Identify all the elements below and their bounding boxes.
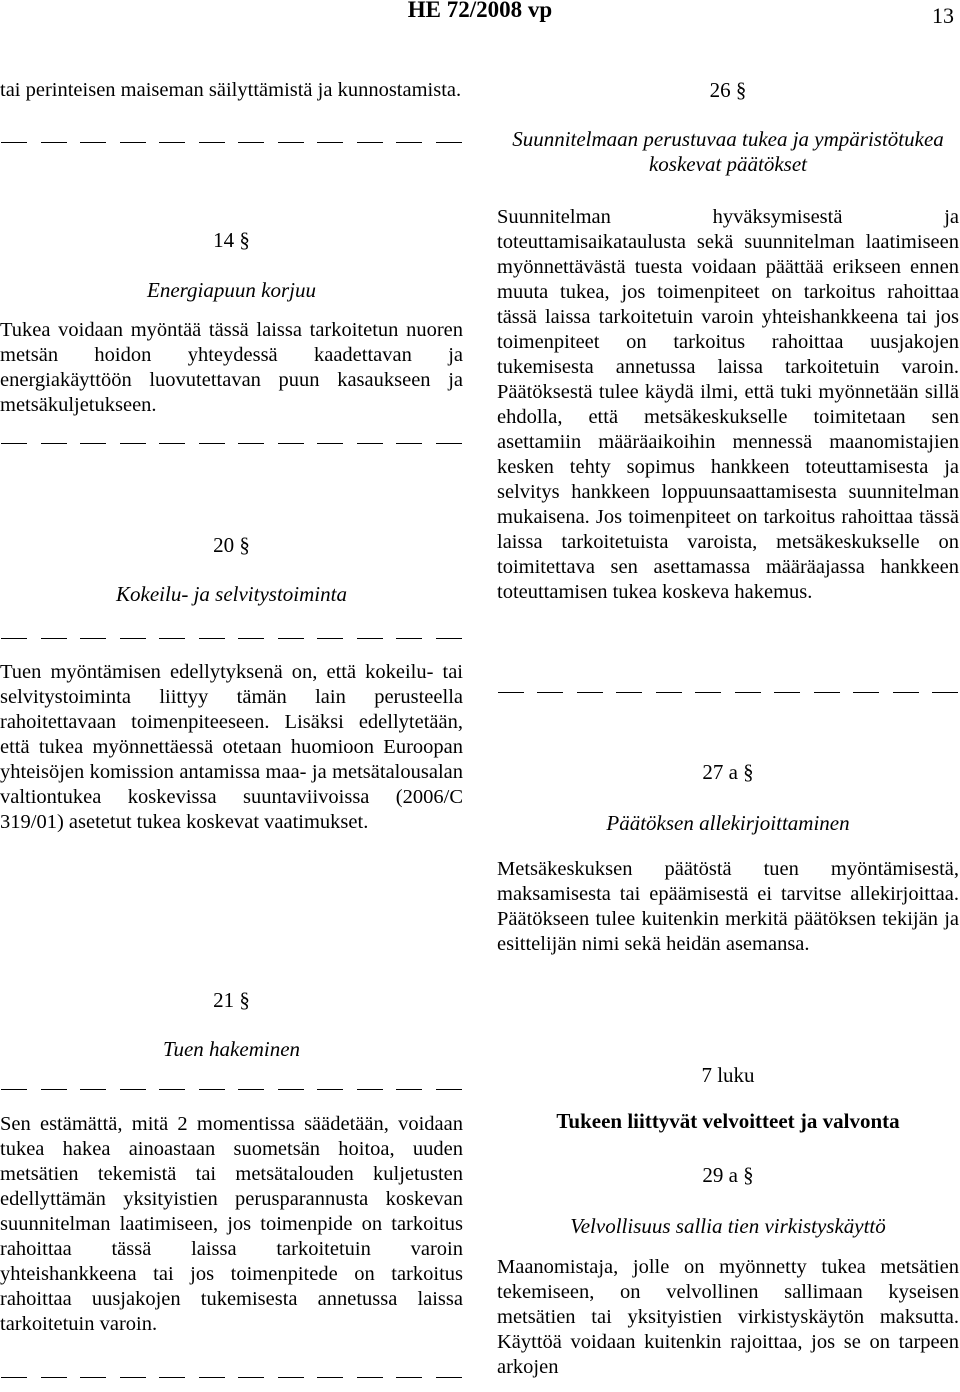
section-29a-number: 29 a § <box>702 1163 754 1187</box>
omission-dashes <box>0 140 463 144</box>
section-27a-text: Metsäkeskuksen päätöstä tuen myöntämisestä, maksamisesta tai epäämisestä ei tarvitse allekirjoittaa. Päätökseen tulee kuitenkin merkitä päätöksen tekijän ja esittelijän nimi sekä heidän asemansa. <box>497 858 959 955</box>
omission-dashes <box>0 1375 463 1379</box>
section-14-number: 14 § <box>213 228 250 252</box>
omission-dashes <box>0 636 463 640</box>
section-27a-number: 27 a § <box>702 760 754 784</box>
section-29a <box>497 1163 959 1380</box>
section-26-heading: Suunnitelmaan perustuvaa tukea ja ympäristötukea koskevat päätökset <box>512 127 944 176</box>
document-header-title: HE 72/2008 vp <box>407 0 553 22</box>
section-20 <box>0 533 463 607</box>
chapter-7 <box>497 1063 959 1134</box>
omission-dashes <box>0 1087 463 1091</box>
intro-paragraph: tai perinteisen maiseman säilyttämistä ja kunnostamista. <box>0 79 462 101</box>
section-27a <box>497 760 959 957</box>
section-21-body <box>0 1112 463 1337</box>
section-20-text: Tuen myöntämisen edellytyksenä on, että kokeilu- tai selvitystoiminta liittyy tämän lain perusteella rahoitettavaan toimenpiteeseen. Lisäksi edellytetään, että tukea myönnettäessä otetaan huomioon Euroopan yhteisöjen komission antamissa maa- ja metsätalousalan valtiontukea koskevissa suuntaviivoissa (2006/C 319/01) asetetut tukea koskevat vaatimukset. <box>0 661 463 833</box>
section-26 <box>497 78 959 605</box>
section-29a-heading: Velvollisuus sallia tien virkistyskäyttö <box>570 1214 886 1238</box>
section-26-number: 26 § <box>709 78 747 102</box>
section-20-body <box>0 660 463 835</box>
section-27a-heading: Päätöksen allekirjoittaminen <box>606 811 850 835</box>
page-number: 13 <box>932 3 954 28</box>
omission-dashes <box>497 690 959 694</box>
section-14-heading: Energiapuun korjuu <box>147 278 316 302</box>
section-21-text: Sen estämättä, mitä 2 momentissa säädetään, voidaan tukea hakea ainoastaan suometsän hoitoa, uuden metsätien tekemistä tai metsätalouden kuljetusten edellyttämän yksityistien perusparannusta koskevan suunnitelman laatimiseen, jos toimenpide on tarkoitus rahoittaa tässä laissa tarkoitetuin varoin yhteishankkeena tai jos toimenpitede on tarkoitus rahoittaa uusjakojen tukemisesta annetussa laissa tarkoitetuin varoin. <box>0 1113 463 1335</box>
section-21-number: 21 § <box>213 988 250 1012</box>
section-20-number: 20 § <box>213 533 250 557</box>
section-29a-text: Maanomistaja, jolle on myönnetty tukea metsätien tekemiseen, on velvollinen sallimaan kyseisen metsätien tai yksityistien virkistyskäytön maksutta. Käyttöä voidaan kuitenkin rajoittaa, jos se on tarpeen arkojen <box>497 1256 959 1378</box>
chapter-number: 7 luku <box>701 1063 755 1087</box>
section-20-heading: Kokeilu- ja selvitystoiminta <box>116 582 347 606</box>
section-21 <box>0 988 463 1062</box>
intro-paragraph-block <box>0 78 463 103</box>
omission-dashes <box>0 441 463 445</box>
section-14 <box>0 228 463 418</box>
section-26-text: Suunnitelman hyväksymisestä ja toteuttamisaikataulusta sekä suunnitelman laatimiseen myönnettävästä tuesta voidaan päättää erikseen ennen muuta tukea, jos toimenpiteet on tarkoitus rahoittaa tässä laissa tarkoitetuin varoin yhteishankkeena tai jos toimenpiteet on tarkoitus rahoittaa uusjakojen tukemisesta annetussa laissa tarkoitetuin varoin. Päätöksestä tulee käydä ilmi, että tuki myönnetään sillä ehdolla, että metsäkeskukselle toimitetaan sen asettamiin määräaikoihin mennessä maanomistajien kesken tehty sopimus hankkeen toteuttamisesta ja selvitys hankkeen loppuunsaattamisesta suunnitelman mukaisena. Jos toimenpiteet on tarkoitus rahoittaa tässä laissa tarkoitetuista varoista, metsäkeskukselle on toimitettava sen asettamassa määräajassa hankkeen toteuttamisen tukea koskeva hakemus. <box>497 206 959 603</box>
section-14-text: Tukea voidaan myöntää tässä laissa tarkoitetun nuoren metsän hoidon yhteydessä kaadettavan ja energiakäyttöön luovutettavan puun kasaukseen ja metsäkuljetukseen. <box>0 319 463 416</box>
chapter-title: Tukeen liittyvät velvoitteet ja valvonta <box>556 1109 900 1133</box>
section-21-heading: Tuen hakeminen <box>162 1037 301 1061</box>
